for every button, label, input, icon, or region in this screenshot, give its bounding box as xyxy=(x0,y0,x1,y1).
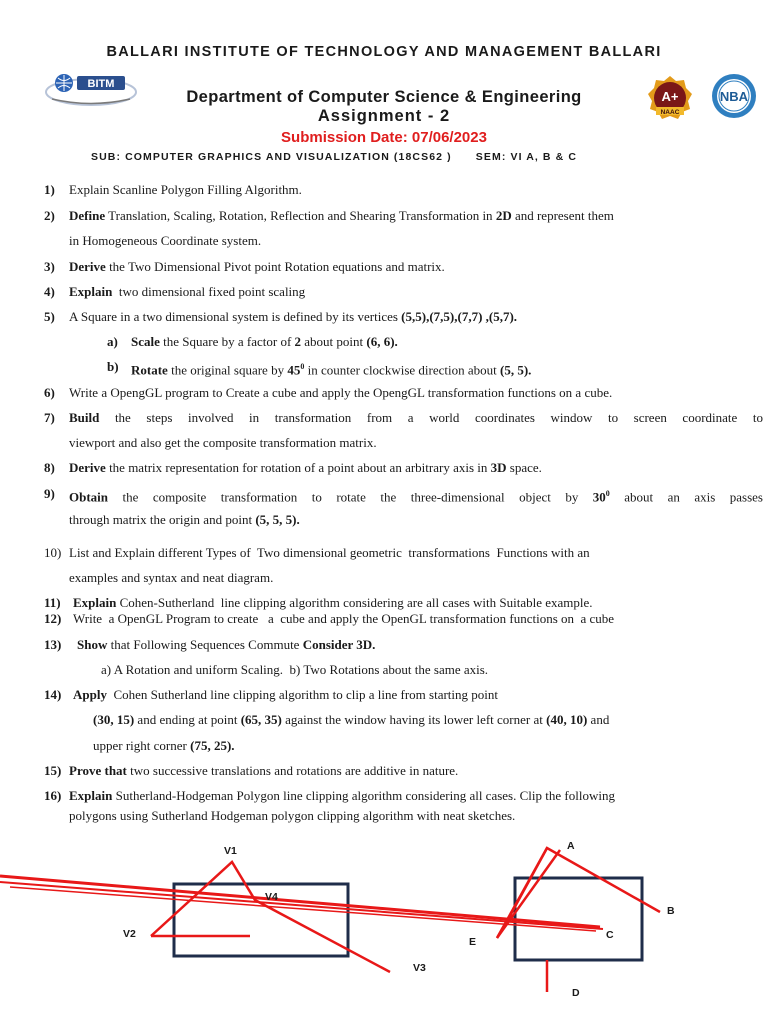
question-number: 6) xyxy=(44,385,55,400)
question-text: and xyxy=(587,712,610,727)
question-emphasis: 2 xyxy=(294,334,302,349)
question-7-continued: viewport and also get the composite transformation matrix. xyxy=(69,435,377,450)
question-number: 3) xyxy=(44,259,55,274)
clip-window-left xyxy=(174,884,348,956)
question-keyword: Derive xyxy=(69,259,106,274)
assignment-title: Assignment - 2 xyxy=(317,107,451,125)
question-number: 16) xyxy=(44,788,62,803)
question-text: Sutherland-Hodgeman Polygon line clipping algorithm considering all cases. Clip the following xyxy=(112,788,615,803)
label-c: C xyxy=(606,929,614,941)
subject-line: SUB: COMPUTER GRAPHICS AND VISUALIZATION (18CS62 ) SEM: VI A, B & C xyxy=(91,151,578,163)
question-text: Write a OpenGL Program to create a cube and apply the OpenGL transformation functions on a cube xyxy=(73,611,615,626)
question-text: that Following Sequences Commute xyxy=(107,637,303,652)
question-13-options: a) A Rotation and uniform Scaling. b) Two Rotations about the same axis. xyxy=(101,662,489,677)
question-emphasis: (75, 25). xyxy=(190,738,235,753)
institute-name: BALLARI INSTITUTE OF TECHNOLOGY AND MANAGEMENT BALLARI xyxy=(106,44,662,60)
question-text: the composite transformation to rotate the three-dimensional object by xyxy=(108,489,593,505)
question-keyword: Rotate xyxy=(131,362,168,378)
question-text: Cohen Sutherland line clipping algorithm to clip a line from starting point xyxy=(106,687,498,702)
question-14-line2 xyxy=(93,712,609,727)
question-text: the original square by xyxy=(167,362,288,378)
naac-label: NAAC xyxy=(660,109,680,116)
question-text: Write a OpengGL program to Create a cube and apply the OpengGL transformation functions on a cube. xyxy=(69,385,613,400)
question-14-line3 xyxy=(93,738,235,753)
question-keyword: Scale xyxy=(131,334,160,349)
question-keyword: Prove that xyxy=(69,763,127,778)
question-text: the Two Dimensional Pivot point Rotation equations and matrix. xyxy=(105,259,445,274)
question-number: 8) xyxy=(44,460,55,475)
naac-grade: A+ xyxy=(661,89,679,104)
question-keyword: Build xyxy=(69,410,100,425)
question-text: upper right corner xyxy=(93,738,191,753)
department-title: Department of Computer Science & Engineering xyxy=(186,88,582,106)
question-text: and ending at point xyxy=(134,712,241,727)
question-number: 12) xyxy=(44,611,62,626)
label-v3: V3 xyxy=(413,962,426,974)
question-text: the matrix representation for rotation of a point about an arbitrary axis in xyxy=(105,460,491,475)
question-number: 15) xyxy=(44,763,62,778)
question-keyword: Explain xyxy=(69,788,113,803)
question-emphasis: 45 xyxy=(287,362,301,378)
question-text: the Square by a factor of xyxy=(159,334,295,349)
question-text: Cohen-Sutherland line clipping algorithm considering are all cases with Suitable example. xyxy=(116,595,593,610)
question-9-continued xyxy=(69,512,300,527)
label-v4: V4 xyxy=(265,891,278,903)
label-v1: V1 xyxy=(224,845,237,857)
question-text: Translation, Scaling, Rotation, Reflection and Shearing Transformation in xyxy=(105,208,496,223)
question-number: 11) xyxy=(44,595,61,610)
label-v2: V2 xyxy=(123,928,136,940)
question-number: 5) xyxy=(44,309,55,324)
question-text: and represent them xyxy=(511,208,614,223)
question-text: the steps involved in transformation from a world coordinates window to screen coordinate to xyxy=(99,410,763,425)
question-number: 4) xyxy=(44,284,55,299)
question-emphasis: (6, 6). xyxy=(366,334,398,349)
logo-text: BITM xyxy=(87,78,115,90)
question-emphasis: Consider 3D. xyxy=(302,637,376,652)
question-text: two dimensional fixed point scaling xyxy=(112,284,306,299)
question-emphasis: 30 xyxy=(592,489,606,505)
question-text: through matrix the origin and point xyxy=(69,512,256,527)
question-text: in counter clockwise direction about xyxy=(304,362,500,378)
question-keyword: Obtain xyxy=(69,489,109,505)
nba-badge xyxy=(711,73,757,119)
naac-badge xyxy=(646,74,694,124)
question-text: Explain Scanline Polygon Filling Algorithm. xyxy=(69,182,302,197)
question-number: 2) xyxy=(44,208,55,223)
question-emphasis: (5, 5). xyxy=(500,362,532,378)
sub-question-number: b) xyxy=(107,359,119,374)
question-number: 14) xyxy=(44,687,62,702)
question-text: about point xyxy=(301,334,367,349)
question-text: against the window having its lower left corner at xyxy=(281,712,547,727)
question-number: 1) xyxy=(44,182,55,197)
question-keyword: Define xyxy=(69,208,106,223)
question-emphasis: 3D xyxy=(490,460,507,475)
question-text: about an axis passes xyxy=(609,489,763,505)
question-keyword: Explain xyxy=(69,284,113,299)
question-keyword: Show xyxy=(77,637,108,652)
nba-text: NBA xyxy=(719,89,749,104)
label-e: E xyxy=(469,936,477,948)
question-text: space. xyxy=(506,460,542,475)
question-emphasis: (65, 35) xyxy=(240,712,282,727)
label-d: D xyxy=(572,987,580,999)
superscript: 0 xyxy=(605,489,610,498)
question-emphasis: (30, 15) xyxy=(93,712,135,727)
question-keyword: Apply xyxy=(73,687,107,702)
question-emphasis: (40, 10) xyxy=(546,712,588,727)
question-2-continued: in Homogeneous Coordinate system. xyxy=(69,233,262,248)
question-16-continued: polygons using Sutherland Hodgeman polygon clipping algorithm with neat sketches. xyxy=(69,808,516,823)
superscript: 0 xyxy=(300,362,305,371)
question-text: List and Explain different Types of Two dimensional geometric transformations Functions with an xyxy=(69,545,590,560)
question-number: 13) xyxy=(44,637,62,652)
question-keyword: Explain xyxy=(73,595,117,610)
question-number: 10) xyxy=(44,545,62,560)
question-emphasis: (5, 5, 5). xyxy=(255,512,300,527)
question-emphasis: 2D xyxy=(495,208,512,223)
question-text: A Square in a two dimensional system is defined by its vertices xyxy=(69,309,402,324)
label-b: B xyxy=(667,905,675,917)
submission-date: Submission Date: 07/06/2023 xyxy=(281,129,487,146)
question-number: 7) xyxy=(44,410,55,425)
question-keyword: Derive xyxy=(69,460,106,475)
question-text: two successive translations and rotations are additive in nature. xyxy=(126,763,459,778)
sub-question-number: a) xyxy=(107,334,118,349)
label-a: A xyxy=(567,840,575,852)
question-number: 9) xyxy=(44,486,55,501)
question-10-continued: examples and syntax and neat diagram. xyxy=(69,570,274,585)
question-emphasis: (5,5),(7,5),(7,7) ,(5,7). xyxy=(401,309,518,324)
clipping-diagram xyxy=(0,830,768,1024)
stray-line-2 xyxy=(0,882,603,929)
